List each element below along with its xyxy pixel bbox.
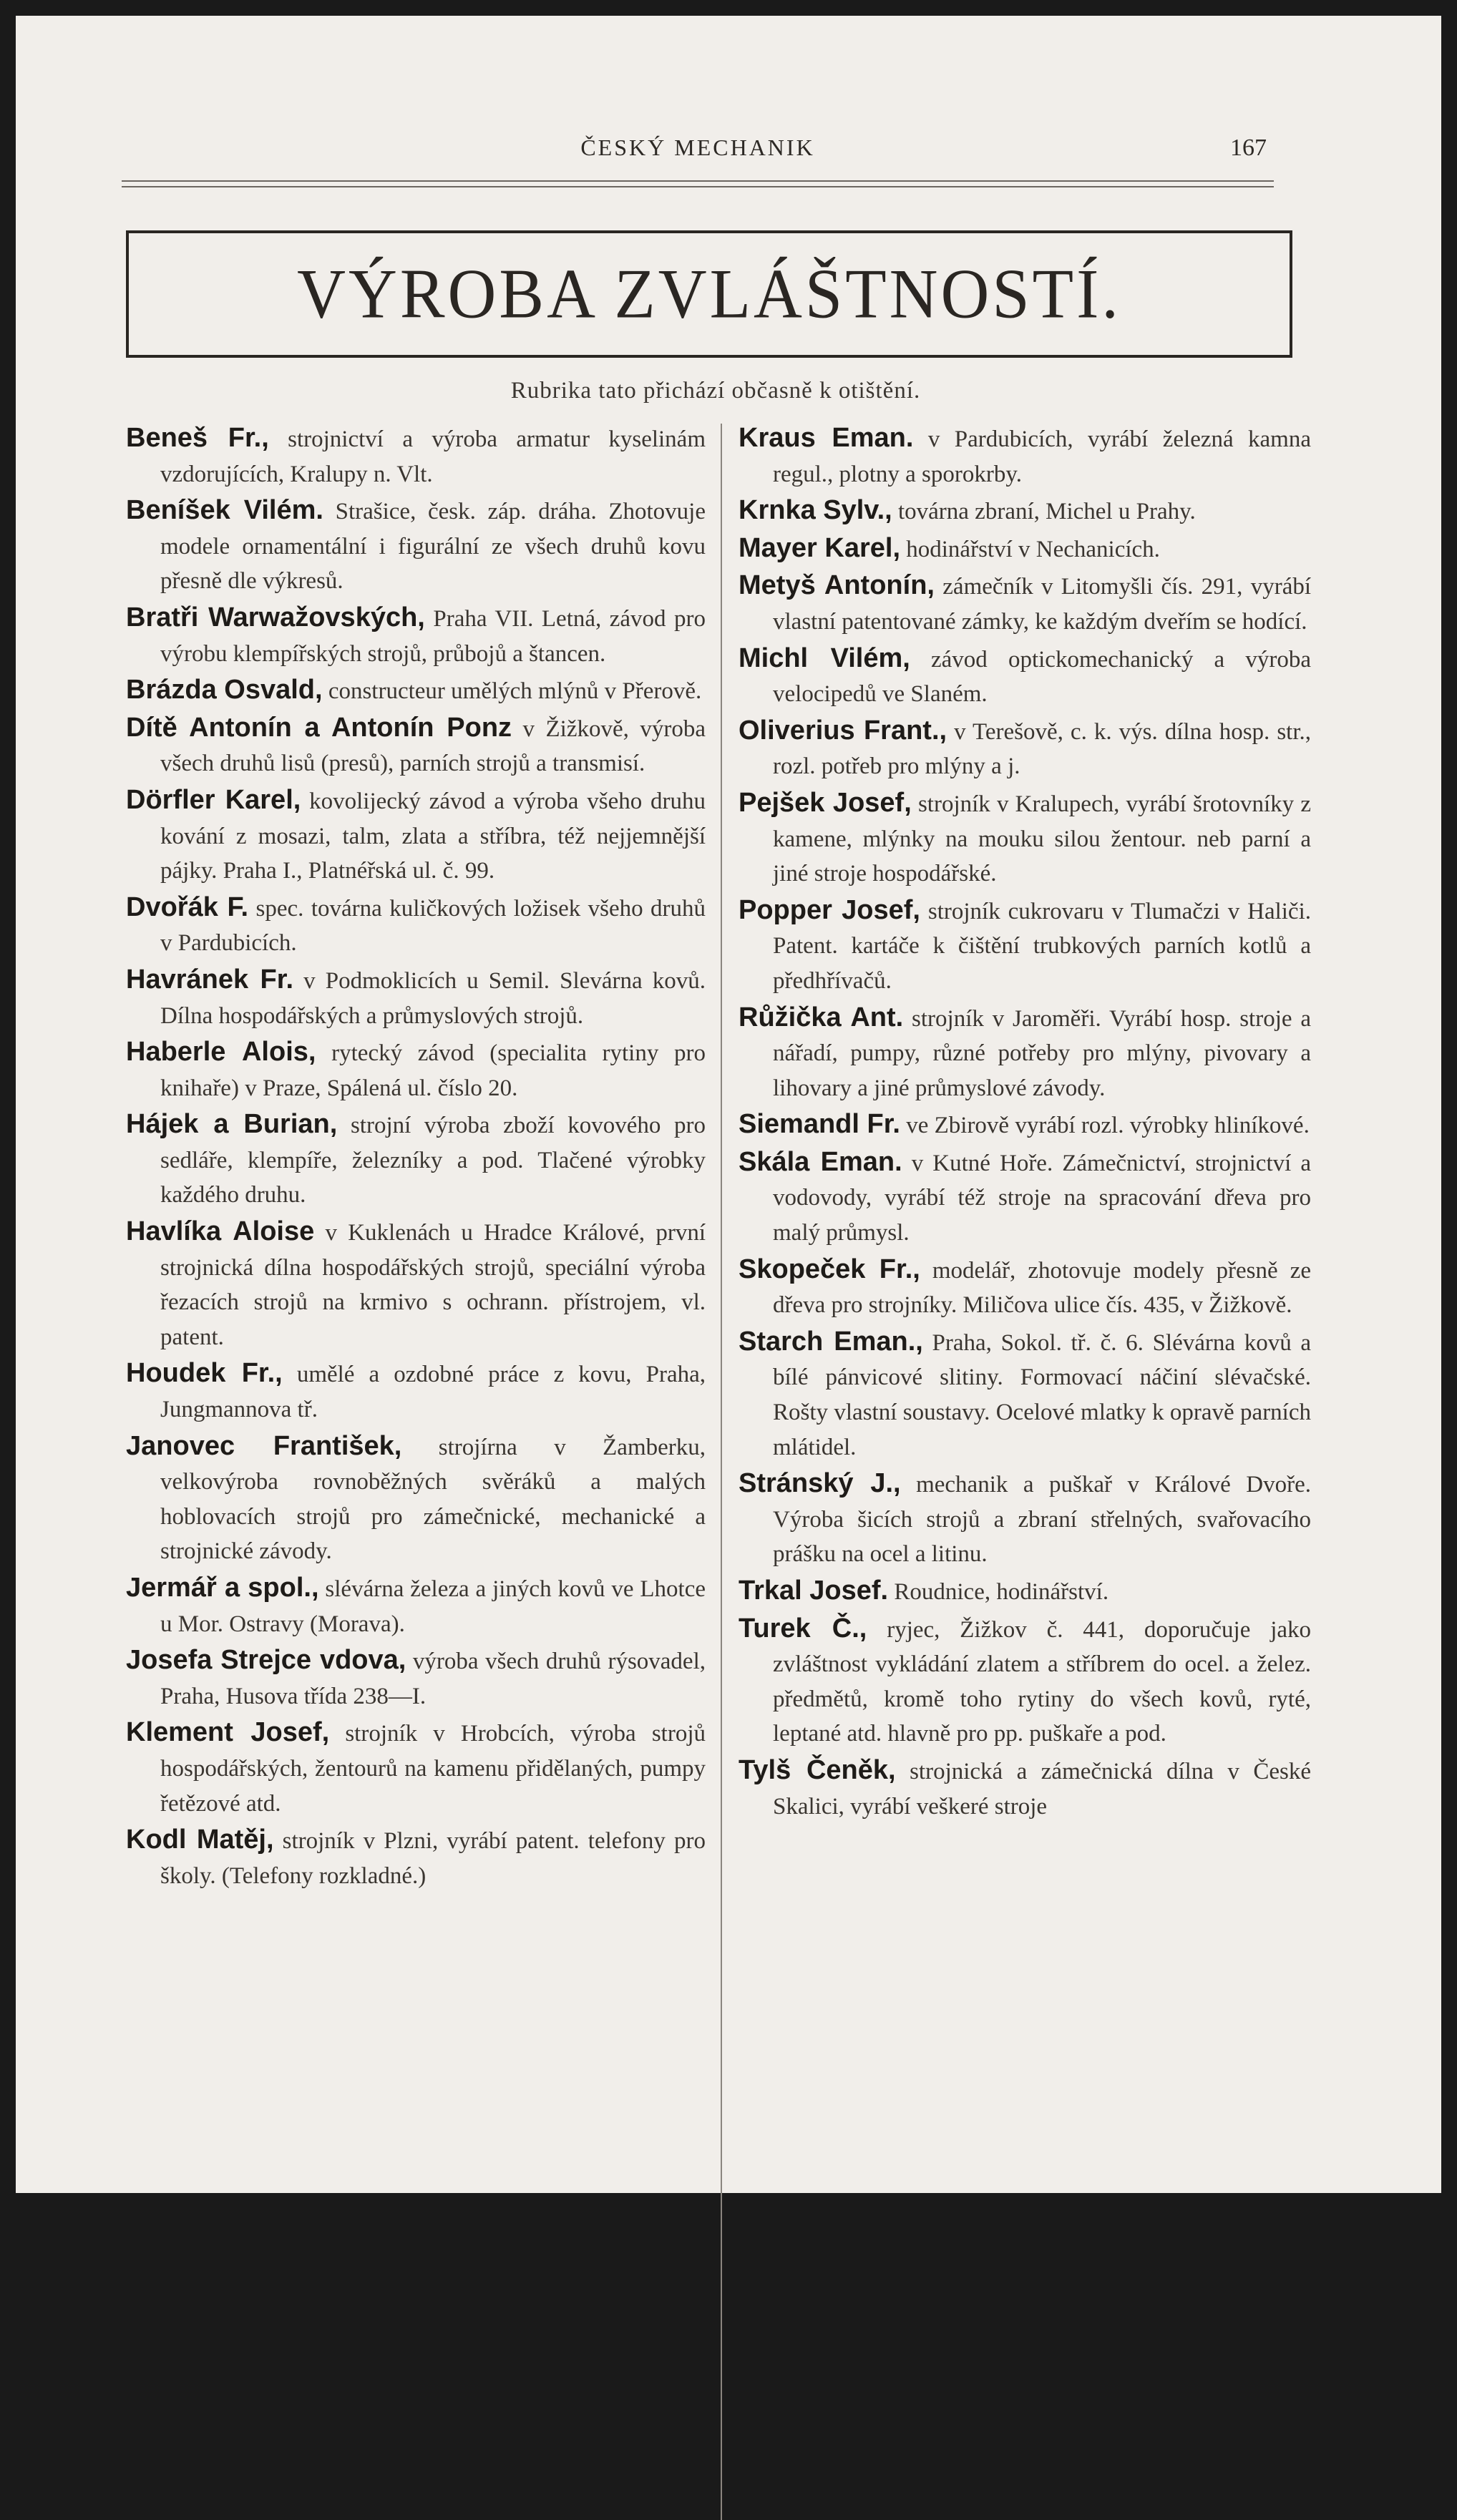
directory-entry bbox=[126, 600, 706, 671]
directory-entry bbox=[739, 1753, 1311, 1824]
entry-name: Michl Vilém, bbox=[739, 643, 910, 673]
entry-description: rytecký závod (specialita rytiny pro knihaře) v Praze, Spálená ul. číslo 20. bbox=[160, 1040, 706, 1101]
entry-description: umělé a ozdobné práce z kovu, Praha, Jungmannova tř. bbox=[160, 1362, 706, 1423]
directory-entry bbox=[739, 493, 1311, 529]
directory-entry bbox=[126, 1429, 706, 1569]
entry-name: Krnka Sylv., bbox=[739, 495, 892, 526]
directory-entry bbox=[126, 1571, 706, 1641]
entry-name: Metyš Antonín, bbox=[739, 570, 935, 601]
entry-name: Skopeček Fr., bbox=[739, 1254, 920, 1284]
directory-entry bbox=[739, 1107, 1311, 1143]
entry-name: Stránský J., bbox=[739, 1468, 901, 1499]
directory-entry bbox=[739, 893, 1311, 999]
entry-name: Janovec František, bbox=[126, 1430, 402, 1461]
directory-entry bbox=[739, 1611, 1311, 1752]
directory-entry bbox=[126, 1822, 706, 1893]
directory-entry bbox=[126, 710, 706, 781]
directory-entry bbox=[126, 1214, 706, 1354]
entry-name: Turek Č., bbox=[739, 1613, 867, 1644]
entry-name: Mayer Karel, bbox=[739, 532, 901, 563]
directory-entry bbox=[739, 1324, 1311, 1465]
entry-description: v Pardubicích, vyrábí železná kamna regul., plotny a sporokrby. bbox=[773, 426, 1311, 487]
entry-description: mechanik a puškař v Králové Dvoře. Výroba šicích strojů a zbraní střelných, svařovacího prášku na ocel a litinu. bbox=[773, 1472, 1311, 1568]
entry-name: Josefa Strejce vdova, bbox=[126, 1645, 406, 1676]
entry-description: ve Zbirově vyrábí rozl. výrobky hliníkové. bbox=[906, 1113, 1310, 1139]
directory-entry bbox=[126, 493, 706, 599]
entry-name: Dítě Antonín a Antonín Ponz bbox=[126, 712, 512, 743]
section-subtitle: Rubrika tato přichází občasně k otištění. bbox=[510, 378, 921, 404]
directory-entry bbox=[126, 1035, 706, 1105]
directory-entry bbox=[739, 1000, 1311, 1106]
directory-entry bbox=[126, 1107, 706, 1213]
entry-description: výroba všech druhů rýsovadel, Praha, Husova třída 238—I. bbox=[160, 1649, 706, 1709]
entry-name: Dörfler Karel, bbox=[126, 784, 301, 815]
entry-description: závod optickomechanický a výroba velocipedů ve Slaném. bbox=[773, 646, 1311, 708]
header-rule-bottom bbox=[122, 186, 1274, 187]
entry-description: constructeur umělých mlýnů v Přerově. bbox=[328, 678, 702, 705]
entry-name: Klement Josef, bbox=[126, 1717, 330, 1748]
section-title-box bbox=[126, 230, 1292, 358]
directory-entry bbox=[739, 1466, 1311, 1572]
entry-name: Růžička Ant. bbox=[739, 1002, 904, 1032]
entry-name: Oliverius Frant., bbox=[739, 715, 947, 746]
entry-description: modelář, zhotovuje modely přesně ze dřeva pro strojníky. Miličova ulice čís. 435, v Žižkově. bbox=[773, 1257, 1312, 1319]
section-title: VÝROBA ZVLÁŠTNOSTÍ. bbox=[297, 255, 1121, 333]
entry-name: Beneš Fr., bbox=[126, 423, 269, 453]
entry-description: strojní výroba zboží kovového pro sedláře, klempíře, železníky a pod. Tlačené výrobky každého druhu. bbox=[160, 1113, 706, 1208]
entry-description: ryjec, Žižkov č. 441, doporučuje jako zvláštnost vykládání zlatem a stříbrem do ocel. a želez. předmětů, kromě toho rytiny do všech kovů, ryté, leptané atd. hlavně pro pp. puškaře a pod. bbox=[773, 1616, 1312, 1747]
entry-name: Havránek Fr. bbox=[126, 964, 293, 995]
entry-description: strojník cukrovaru v Tlumačzi v Haliči. Patent. kartáče k čištění trubkových parních kotlů a předhřívačů. bbox=[773, 898, 1311, 994]
right-column bbox=[739, 421, 1311, 1825]
directory-entry bbox=[126, 890, 706, 961]
entry-name: Pejšek Josef, bbox=[739, 787, 912, 818]
entry-description: strojník v Hrobcích, výroba strojů hospodářských, žentourů na kamenu přidělaných, pumpy řetězové atd. bbox=[160, 1721, 706, 1817]
entry-description: spec. továrna kuličkových ložisek všeho druhů v Pardubicích. bbox=[160, 895, 706, 957]
entry-name: Skála Eman. bbox=[739, 1146, 902, 1177]
directory-entry bbox=[739, 568, 1311, 639]
directory-entry bbox=[739, 1252, 1311, 1323]
entry-description: továrna zbraní, Michel u Prahy. bbox=[897, 499, 1196, 525]
entry-description: strojník v Plzni, vyrábí patent. telefony pro školy. (Telefony rozkladné.) bbox=[160, 1828, 706, 1889]
directory-entry bbox=[126, 1715, 706, 1821]
directory-entry bbox=[739, 713, 1311, 784]
directory-entry bbox=[739, 641, 1311, 712]
entry-description: strojírna v Žamberku, velkovýroba rovnoběžných svěráků a malých hoblovacích strojů pro zámečnické, mechanické a strojnické závody. bbox=[160, 1434, 706, 1565]
entry-name: Havlíka Aloise bbox=[126, 1216, 315, 1247]
directory-entry bbox=[126, 962, 706, 1033]
entry-description: strojnictví a výroba armatur kyselinám vzdorujících, Kralupy n. Vlt. bbox=[160, 426, 706, 487]
entry-name: Starch Eman., bbox=[739, 1326, 923, 1357]
directory-entry bbox=[126, 673, 706, 709]
entry-description: slévárna železa a jiných kovů ve Lhotce u Mor. Ostravy (Morava). bbox=[160, 1576, 706, 1637]
entry-description: v Kuklenách u Hradce Králové, první strojnická dílna hospodářských strojů, speciální výroba řezacích strojů na krmivo s ochrann. přístrojem, vl. patent. bbox=[160, 1220, 706, 1350]
entry-description: Praha, Sokol. tř. č. 6. Slévárna kovů a bílé pánvicové slitiny. Formovací náčiní slévačské. Rošty vlastní soustavy. Ocelové mlatky k opravě parních mlátidel. bbox=[773, 1329, 1312, 1460]
running-title: ČESKÝ MECHANIK bbox=[580, 135, 815, 160]
entry-description: strojník v Jaroměři. Vyrábí hosp. stroje a nářadí, pumpy, různé potřeby pro mlýny, pivovary a lihovary a jiné průmyslové závody. bbox=[773, 1005, 1311, 1101]
page-header bbox=[122, 135, 1274, 175]
entry-description: strojník v Kralupech, vyrábí šrotovníky z kamene, mlýnky na mouku silou žentour. neb parní a jiné stroje hospodářské. bbox=[773, 791, 1312, 887]
entry-description: zámečník v Litomyšli čís. 291, vyrábí vlastní patentované zámky, ke každým dveřím se hodící. bbox=[773, 574, 1312, 635]
entry-name: Trkal Josef. bbox=[739, 1576, 889, 1606]
directory-entry bbox=[126, 421, 706, 492]
directory-entry bbox=[739, 1573, 1311, 1610]
entry-description: Roudnice, hodinářství. bbox=[894, 1579, 1109, 1605]
directory-entry bbox=[126, 783, 706, 889]
entry-description: v Podmoklicích u Semil. Slevárna kovů. Dílna hospodářských a průmyslových strojů. bbox=[160, 967, 706, 1029]
entry-name: Hájek a Burian, bbox=[126, 1109, 338, 1140]
entry-name: Beníšek Vilém. bbox=[126, 495, 323, 526]
left-column bbox=[126, 421, 706, 1895]
entry-name: Siemandl Fr. bbox=[739, 1109, 900, 1140]
entry-name: Kraus Eman. bbox=[739, 423, 914, 453]
directory-entry bbox=[739, 531, 1311, 567]
entry-description: v Terešově, c. k. výs. dílna hosp. str., rozl. potřeb pro mlýny a j. bbox=[773, 718, 1312, 780]
entry-description: v Kutné Hoře. Zámečnictví, strojnictví a vodovody, vyrábí též stroje na spracování dřeva pro malý průmysl. bbox=[773, 1150, 1311, 1246]
entry-description: hodinářství v Nechanicích. bbox=[906, 536, 1160, 562]
entry-description: v Žižkově, výroba všech druhů lisů (presů), parních strojů a transmisí. bbox=[160, 716, 706, 777]
entry-name: Houdek Fr., bbox=[126, 1358, 283, 1389]
entry-description: Strašice, česk. záp. dráha. Zhotovuje modele ornamentální i figurální ze všech druhů kovu přesně dle výkresů. bbox=[160, 499, 706, 595]
entry-name: Haberle Alois, bbox=[126, 1037, 316, 1068]
entry-name: Tylš Čeněk, bbox=[739, 1754, 896, 1785]
entry-description: kovolijecký závod a výroba všeho druhu kování z mosazi, talm, zlata a stříbra, též nejjemnější pájky. Praha I., Platnéřská ul. č. 99. bbox=[160, 788, 706, 884]
page-number: 167 bbox=[1230, 135, 1267, 161]
header-rule-top bbox=[122, 180, 1274, 182]
directory-entry bbox=[126, 1356, 706, 1427]
entry-name: Popper Josef, bbox=[739, 894, 920, 925]
entry-name: Kodl Matěj, bbox=[126, 1825, 274, 1855]
entry-name: Brázda Osvald, bbox=[126, 675, 323, 705]
directory-entry bbox=[739, 1145, 1311, 1251]
entry-name: Dvořák F. bbox=[126, 892, 249, 922]
column-divider bbox=[721, 424, 722, 2520]
entry-description: strojnická a zámečnická dílna v České Skalici, vyrábí veškeré stroje bbox=[773, 1758, 1312, 1820]
entry-description: Praha VII. Letná, závod pro výrobu klempířských strojů, průbojů a štancen. bbox=[160, 605, 706, 667]
directory-entry bbox=[126, 1643, 706, 1714]
entry-name: Bratři Warwažovských, bbox=[126, 602, 425, 633]
entry-name: Jermář a spol., bbox=[126, 1573, 319, 1603]
directory-entry bbox=[739, 421, 1311, 492]
directory-entry bbox=[739, 786, 1311, 892]
